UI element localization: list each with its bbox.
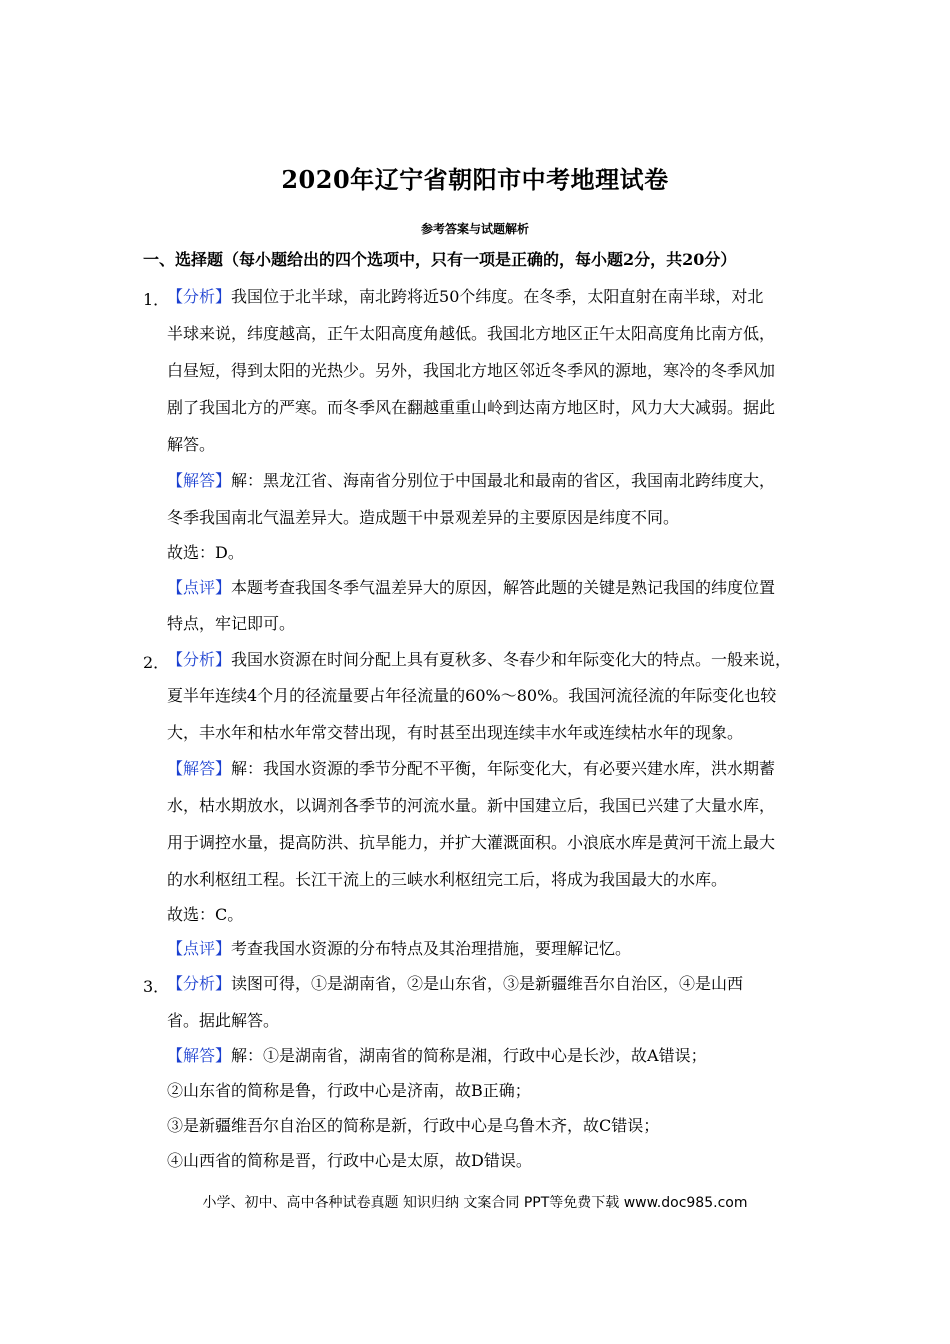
footer-text: 小学、初中、高中各种试卷真题 知识归纳 文案合同 PPT等免费下载 www.doc985.com bbox=[202, 1195, 748, 1211]
comment-tag: 【点评】 bbox=[167, 578, 232, 597]
q2-answer-line-2: 水，枯水期放水，以调剂各季节的河流水量。新中国建立后，我国已兴建了大量水库， bbox=[167, 796, 776, 815]
q3-analysis-line-2: 省。据此解答。 bbox=[167, 1011, 280, 1030]
analysis-tag: 【分析】 bbox=[167, 650, 232, 669]
q2-answer-line-3: 用于调控水量，提高防洪、抗旱能力，并扩大灌溉面积。小浪底水库是黄河干流上最大 bbox=[167, 833, 776, 852]
page-title: 2020年辽宁省朝阳市中考地理试卷 bbox=[281, 165, 669, 194]
question-3-number: 3． bbox=[143, 977, 170, 996]
section-heading: 一、选择题（每小题给出的四个选项中，只有一项是正确的，每小题2分，共20分） bbox=[143, 250, 737, 269]
analysis-tag: 【分析】 bbox=[167, 974, 232, 993]
answer-tag: 【解答】 bbox=[167, 471, 232, 490]
q3-answer-line-1: 【解答】解：①是湖南省，湖南省的简称是湘，行政中心是长沙，故A错误； bbox=[167, 1046, 707, 1065]
q2-choice: 故选：C。 bbox=[167, 905, 244, 924]
q1-comment-line-2: 特点，牢记即可。 bbox=[167, 614, 296, 633]
q1-answer-line-2: 冬季我国南北气温差异大。造成题干中景观差异的主要原因是纬度不同。 bbox=[167, 508, 680, 527]
q3-analysis-line-1: 【分析】读图可得，①是湖南省，②是山东省，③是新疆维吾尔自治区，④是山西 bbox=[167, 974, 744, 993]
q1-comment-line-1: 【点评】本题考查我国冬季气温差异大的原因，解答此题的关键是熟记我国的纬度位置 bbox=[167, 578, 776, 597]
page-subtitle: 参考答案与试题解析 bbox=[420, 222, 529, 236]
q2-analysis-line-3: 大，丰水年和枯水年常交替出现，有时甚至出现连续丰水年或连续枯水年的现象。 bbox=[167, 723, 744, 742]
answer-tag: 【解答】 bbox=[167, 759, 232, 778]
question-2-number: 2． bbox=[143, 653, 170, 672]
q3-answer-line-2: ②山东省的简称是鲁，行政中心是济南，故B正确； bbox=[167, 1081, 531, 1100]
q1-analysis-line-2: 半球来说，纬度越高，正午太阳高度角越低。我国北方地区正午太阳高度角比南方低， bbox=[167, 324, 776, 343]
q2-answer-line-1: 【解答】解：我国水资源的季节分配不平衡，年际变化大，有必要兴建水库，洪水期蓄 bbox=[167, 759, 776, 778]
q1-analysis-line-3: 白昼短，得到太阳的光热少。另外，我国北方地区邻近冬季风的源地，寒冷的冬季风加 bbox=[167, 361, 776, 380]
comment-tag: 【点评】 bbox=[167, 939, 232, 958]
q3-answer-line-4: ④山西省的简称是晋，行政中心是太原，故D错误。 bbox=[167, 1151, 532, 1170]
q1-analysis-line-4: 剧了我国北方的严寒。而冬季风在翻越重重山岭到达南方地区时，风力大大减弱。据此 bbox=[167, 398, 776, 417]
q1-answer-line-1: 【解答】解：黑龙江省、海南省分别位于中国最北和最南的省区，我国南北跨纬度大， bbox=[167, 471, 776, 490]
answer-tag: 【解答】 bbox=[167, 1046, 232, 1065]
q1-choice: 故选：D。 bbox=[167, 543, 244, 562]
q2-analysis-line-1: 【分析】我国水资源在时间分配上具有夏秋多、冬春少和年际变化大的特点。一般来说， bbox=[167, 650, 792, 669]
q2-answer-line-4: 的水利枢纽工程。长江干流上的三峡水利枢纽完工后，将成为我国最大的水库。 bbox=[167, 870, 728, 889]
q1-analysis-line-5: 解答。 bbox=[167, 435, 216, 454]
analysis-tag: 【分析】 bbox=[167, 287, 232, 306]
question-1-number: 1． bbox=[143, 290, 170, 309]
q1-analysis-line-1: 【分析】我国位于北半球，南北跨将近50个纬度。在冬季，太阳直射在南半球，对北 bbox=[167, 287, 764, 306]
q2-analysis-line-2: 夏半年连续4个月的径流量要占年径流量的60%～80%。我国河流径流的年际变化也较 bbox=[167, 686, 777, 705]
q2-comment-line-1: 【点评】考查我国水资源的分布特点及其治理措施，要理解记忆。 bbox=[167, 939, 632, 958]
q3-answer-line-3: ③是新疆维吾尔自治区的简称是新，行政中心是乌鲁木齐，故C错误； bbox=[167, 1116, 660, 1135]
